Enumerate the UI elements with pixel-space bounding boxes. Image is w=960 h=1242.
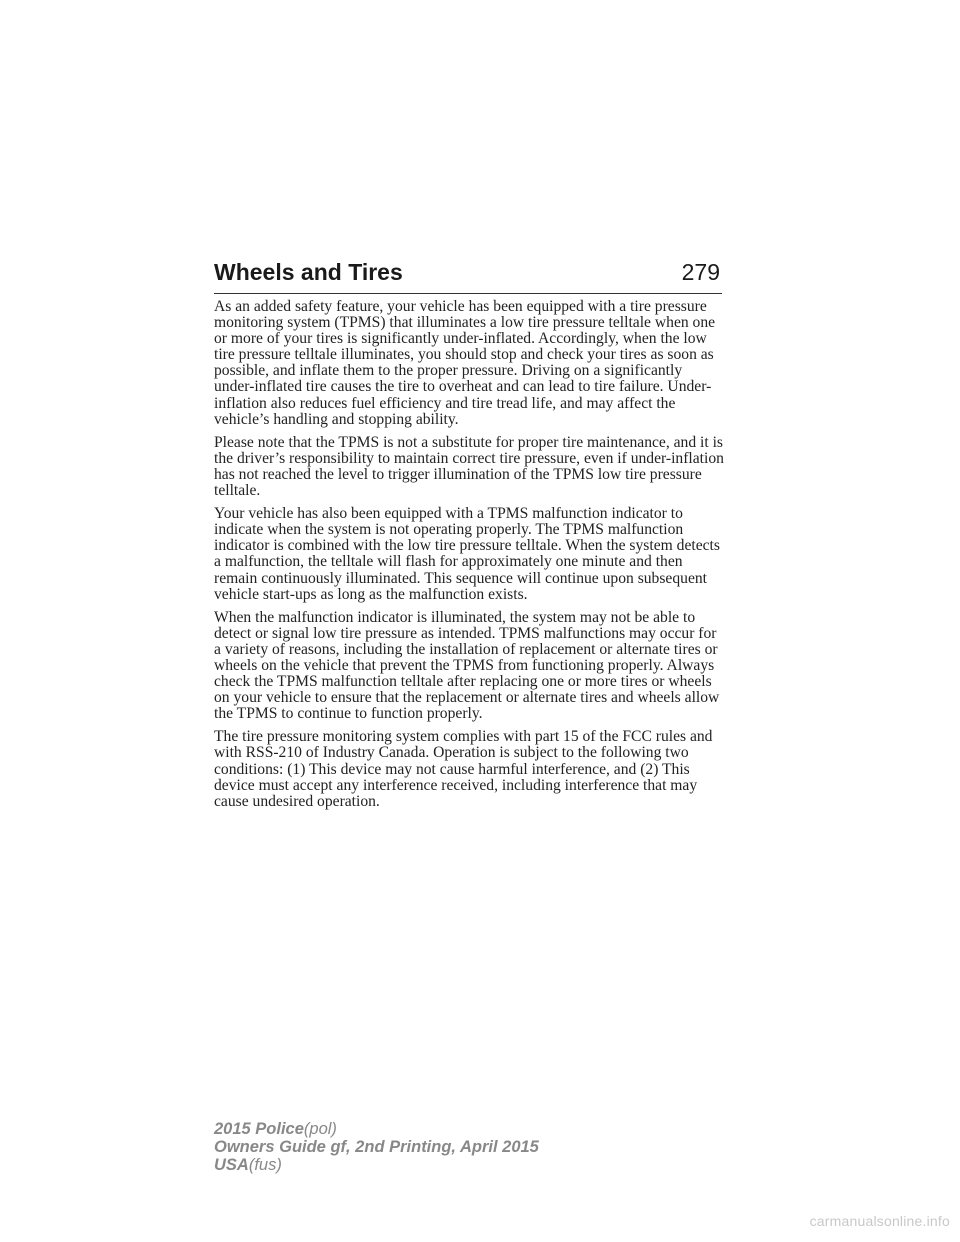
paragraph-tpms-maintenance: Please note that the TPMS is not a substitute for proper tire maintenance, and it is the driver’s responsibility to maintain correct tire pressure, even if under-inflation has not reached the level to trigger illumination of the TPMS low tire pressure telltale.	[214, 433, 724, 500]
footer-market-code: (fus)	[248, 1156, 282, 1174]
document-footer	[214, 1120, 539, 1174]
paragraph-tpms-malfunction-indicator: Your vehicle has also been equipped with a TPMS malfunction indicator to indicate when the system is not operating properly. The TPMS malfunction indicator is combined with the low tire pressure telltale. When the system detects a malfunction, the telltale will flash for approximately one minute and then remain continuously illuminated. This sequence will continue upon subsequent vehicle start-ups as long as the malfunction exists.	[214, 505, 720, 603]
page-header	[214, 255, 722, 289]
footer-market: USA	[214, 1156, 249, 1174]
page-number: 279	[681, 259, 720, 285]
paragraph-malfunction-illuminated: When the malfunction indicator is illuminated, the system may not be able to detect or signal low tire pressure as intended. TPMS malfunctions may occur for a variety of reasons, including the installation of replacement or alternate tires or wheels on the vehicle that prevent the TPMS from functioning properly. Always check the TPMS malfunction telltale after replacing one or more tires or wheels on your vehicle to ensure that the replacement or alternate tires and wheels allow the TPMS to continue to function properly.	[214, 608, 720, 723]
footer-line-market	[214, 1156, 539, 1174]
body-text	[214, 299, 724, 817]
footer-line-model	[214, 1120, 539, 1138]
paragraph-fcc-compliance: The tire pressure monitoring system complies with part 15 of the FCC rules and with RSS-210 of Industry Canada. Operation is subject to the following two conditions: (1) This device may not cause harmful interference, and (2) This device must accept any interference received, including interference that may cause undesired operation.	[214, 728, 713, 810]
footer-printing: Owners Guide gf, 2nd Printing, April 2015	[214, 1138, 539, 1156]
footer-line-printing	[214, 1138, 539, 1156]
footer-model-code: (pol)	[303, 1120, 337, 1138]
section-title: Wheels and Tires	[214, 259, 403, 285]
header-divider	[214, 293, 722, 294]
site-watermark: carmanualsonline.info	[809, 1213, 950, 1229]
footer-model: 2015 Police	[214, 1120, 304, 1138]
paragraph-tpms-safety: As an added safety feature, your vehicle has been equipped with a tire pressure monitoring system (TPMS) that illuminates a low tire pressure telltale when one or more of your tires is significantly under-inflated. Accordingly, when the low tire pressure telltale illuminates, you should stop and check your tires as soon as possible, and inflate them to the proper pressure. Driving on a significantly under-inflated tire causes the tire to overheat and can lead to tire failure. Under-inflation also reduces fuel efficiency and tire tread life, and may affect the vehicle’s handling and stopping ability.	[214, 298, 716, 428]
